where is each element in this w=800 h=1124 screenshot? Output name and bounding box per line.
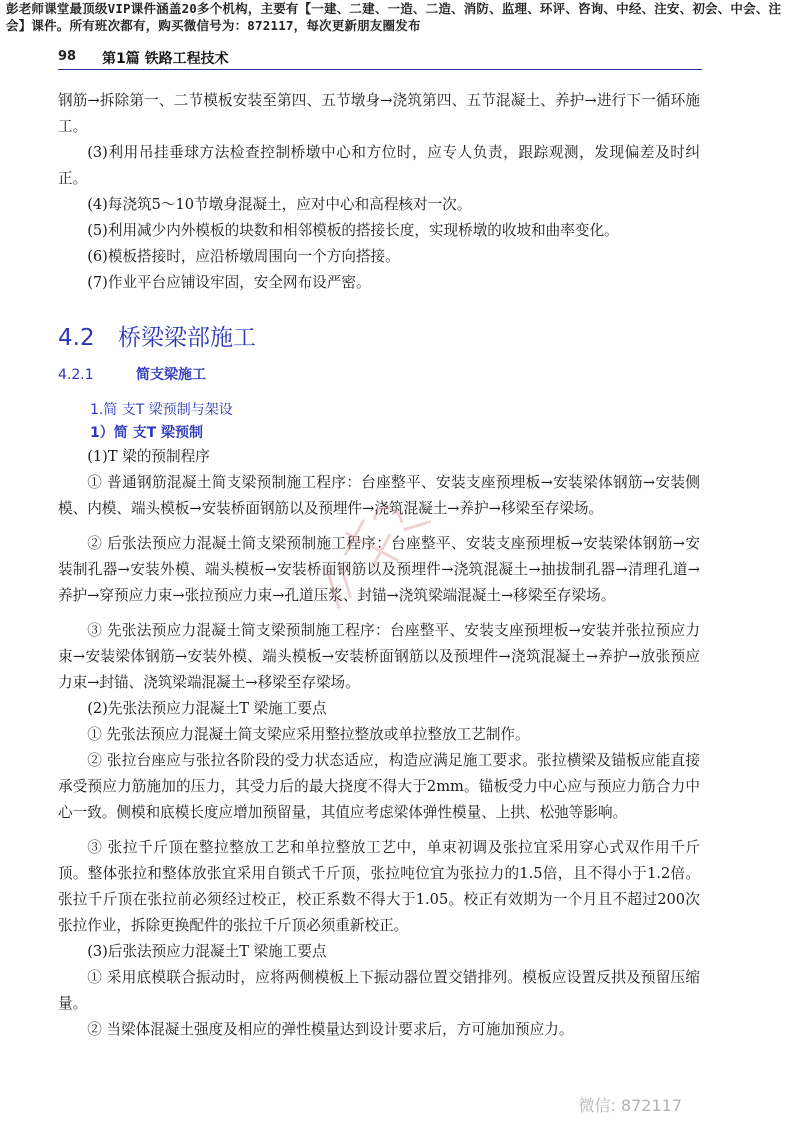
paragraph-item-7: (7)作业平台应铺设牢固，安全网布设严密。 xyxy=(87,274,371,291)
section-heading xyxy=(58,318,700,358)
procedure-post-tensioned: ② 后张法预应力混凝土简支梁预制施工程序：台座整平、安装支座预埋板→安装梁体钢筋→安装制孔器→安装外模、端头模板→安装桥面钢筋以及预埋件→浇筑混凝土→抽拔制孔器→清理孔道→养护→穿预应力束→张拉预应力束→孔道压浆、封锚→浇筑梁端混凝土→移梁至存梁场。 xyxy=(58,535,700,604)
page-content xyxy=(58,88,700,1043)
promo-banner: 彭老师课堂最顶级VIP课件涵盖20多个机构，主要有【一建、二建、一造、二造、消防、监理、环评、咨询、中经、注安、初会、中会、注会】课件。所有班次都有，购买微信号为：872117，每次更新朋友圈发布 xyxy=(6,1,782,33)
posttension-point-2: ② 当梁体混凝土强度及相应的弹性模量达到设计要求后，方可施加预应力。 xyxy=(87,1021,574,1038)
pretension-point-2: ② 张拉台座应与张拉各阶段的受力状态适应，构造应满足施工要求。张拉横梁及锚板应能直接承受预应力筋施加的压力，其受力后的最大挠度不得大于2mm。锚板受力中心应与预应力筋合力中心一致。侧模和底模长度应增加预留量，其值应考虑梁体弹性模量、上拱、松弛等影响。 xyxy=(58,752,700,821)
heading-t-beam-prefab-erection: 1.简 支T 梁预制与架设 xyxy=(90,402,233,418)
pretension-point-1: ① 先张法预应力混凝土简支梁应采用整拉整放或单拉整放工艺制作。 xyxy=(87,726,530,743)
running-head-title: 第1篇 铁路工程技术 xyxy=(102,51,229,67)
posttension-point-1: ① 采用底模联合振动时，应将两侧模板上下振动器位置交错排列。模板应设置反拱及预留压缩量。 xyxy=(58,969,700,1012)
running-head xyxy=(58,49,702,70)
subsection-heading xyxy=(58,362,700,388)
paragraph-item-5: (5)利用减少内外模板的块数和相邻模板的搭接长度，实现桥墩的收坡和曲率变化。 xyxy=(87,222,619,239)
section-number: 4.2 xyxy=(58,325,95,351)
subsection-number: 4.2.1 xyxy=(58,367,94,383)
pretension-point-3: ③ 张拉千斤顶在整拉整放工艺和单拉整放工艺中，单束初调及张拉宜采用穿心式双作用千斤顶。整体张拉和整体放张宜采用自锁式千斤顶，张拉吨位宜为张拉力的1.5倍，且不得小于1.2倍。张拉千斤顶在张拉前必须经过校正，校正系数不得大于1.05。校正有效期为一个月且不超过200次张拉作业，拆除更换配件的张拉千斤顶必须重新校正。 xyxy=(58,839,700,934)
procedure-pre-tensioned: ③ 先张法预应力混凝土简支梁预制施工程序：台座整平、安装支座预埋板→安装并张拉预应力束→安装梁体钢筋→安装外模、端头模板→安装桥面钢筋以及预埋件→浇筑混凝土→养护→放张预应力束→封锚、浇筑梁端混凝土→移梁至存梁场。 xyxy=(58,622,700,691)
page-number: 98 xyxy=(58,49,77,64)
heading-prefab-procedure: (1)T 梁的预制程序 xyxy=(87,448,210,465)
watermark-wechat: 微信: 872117 xyxy=(578,1096,682,1115)
heading-posttension-points: (3)后张法预应力混凝土T 梁施工要点 xyxy=(87,943,327,960)
paragraph-continued: 钢筋→拆除第一、二节模板安装至第四、五节墩身→浇筑第四、五节混凝土、养护→进行下一循环施工。 xyxy=(58,92,700,135)
section-title: 桥梁梁部施工 xyxy=(118,325,256,351)
heading-pretension-points: (2)先张法预应力混凝土T 梁施工要点 xyxy=(87,700,327,717)
subsection-title: 简支梁施工 xyxy=(136,367,206,383)
procedure-ordinary-rc: ① 普通钢筋混凝土简支梁预制施工程序：台座整平、安装支座预埋板→安装梁体钢筋→安装侧模、内模、端头模板→安装桥面钢筋以及预埋件→浇筑混凝土→养护→移梁至存梁场。 xyxy=(58,474,700,517)
heading-t-beam-prefab: 1）简 支T 梁预制 xyxy=(90,425,204,441)
paragraph-item-4: (4)每浇筑5～10节墩身混凝土，应对中心和高程核对一次。 xyxy=(87,196,472,213)
paragraph-item-3: (3)利用吊挂垂球方法检查控制桥墩中心和方位时，应专人负责，跟踪观测，发现偏差及时纠正。 xyxy=(58,144,700,187)
paragraph-item-6: (6)模板搭接时，应沿桥墩周围向一个方向搭接。 xyxy=(87,248,400,265)
